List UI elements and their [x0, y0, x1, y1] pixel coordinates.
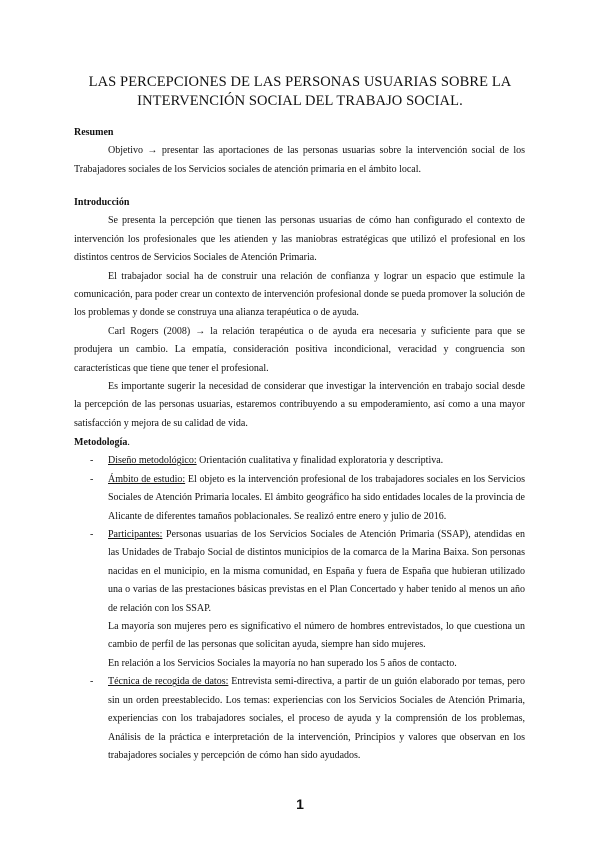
- list-dash: -: [90, 473, 94, 485]
- introduccion-heading: Introducción: [74, 197, 130, 208]
- item-label-diseno: Diseño metodológico:: [108, 455, 197, 467]
- list-dash: -: [90, 455, 94, 467]
- item-label-ambito: Ámbito de estudio:: [108, 473, 186, 485]
- metodologia-list: [74, 452, 525, 618]
- metodologia-section: [74, 434, 525, 765]
- introduccion-paragraph-3: Carl Rogers (2008) → la relación terapéutica o de ayuda era necesaria y suficiente para que se produjera un cambio. La empatía, consideración positiva incondicional, veracidad y congruencia son características que tiene que tener el profesional.: [74, 325, 525, 374]
- resumen-section: [74, 124, 525, 179]
- item-label-tecnica: Técnica de recogida de datos:: [108, 676, 229, 688]
- item-text-tecnica: Entrevista semi-directiva, a partir de un guión elaborado por temas, pero sin un orden preestablecido. Los temas: experiencias con los Servicios Sociales de Atención Primaria, experiencias con los trabajadores sociales, el proceso de ayuda y la comprensión de los problemas, Análisis de la práctica e interpretación de la intervención, Principios y valores que observan en los trabajadores sociales y percepción de cómo han sido ayudados.: [108, 676, 526, 761]
- resumen-heading: Resumen: [74, 127, 114, 138]
- introduccion-paragraph-2: El trabajador social ha de construir una relación de confianza y lograr un espacio que estimule la comunicación, para poder crear un contexto de intervención profesional donde se pueda promover la solución de los problemas y donde se construya una alianza terapéutica o de ayuda.: [74, 270, 525, 319]
- list-dash: -: [90, 676, 94, 688]
- metodologia-list-continued: [74, 673, 525, 765]
- metodologia-heading-row: [74, 434, 525, 452]
- introduccion-paragraph-4: Es importante sugerir la necesidad de considerar que investigar la intervención en trabajo social desde la percepción de las personas usuarias, estaremos contribuyendo a su empoderamiento, así como a una mayor satisfacción y mejora de su calidad de vida.: [74, 381, 525, 429]
- introduccion-paragraph-1: Se presenta la percepción que tienen las personas usuarias de cómo han configurado el contexto de intervención los profesionales que les atienden y las maniobras estratégicas que utilizó el profesional en los distintos centros de Servicios Sociales de Atención Primaria.: [74, 215, 525, 264]
- metodologia-heading-suffix: .: [127, 437, 130, 448]
- list-item-ambito: [74, 471, 525, 526]
- list-dash: -: [90, 529, 94, 541]
- item-text-diseno: Orientación cualitativa y finalidad exploratoria y descriptiva.: [196, 455, 444, 467]
- title-line-2: INTERVENCIÓN SOCIAL DEL TRABAJO SOCIAL.: [137, 93, 463, 109]
- resumen-paragraph: Objetivo → presentar las aportaciones de las personas usuarias sobre la intervención social de los Trabajadores sociales de los Servicios sociales de atención primaria en el ámbito local.: [74, 145, 525, 175]
- list-item-diseno: [74, 452, 525, 470]
- item-text-participantes: Personas usuarias de los Servicios Sociales de Atención Primaria (SSAP), atendidas en las Unidades de Trabajo Social de distintos municipios de la comarca de la Marina Baixa. Son personas nacidas en el municipio, en la misma comunidad, en España y fuera de España que hubieran utilizado una o varias de las prestaciones básicas previstas en el Plan Concertado y haber tenido al menos un año de relación con los SSAP.: [108, 529, 525, 614]
- list-item-participantes: [74, 526, 525, 618]
- introduccion-section: [74, 194, 525, 433]
- participantes-note-2: En relación a los Servicios Sociales la mayoría no han superado los 5 años de contacto.: [108, 657, 457, 669]
- document-title: [60, 73, 540, 111]
- participantes-note-1: La mayoría son mujeres pero es significativo el número de hombres entrevistados, lo que cuestiona un cambio de perfil de las personas que solicitan ayuda, siempre han sido mujeres.: [108, 621, 525, 651]
- item-text-ambito: El objeto es la intervención profesional de los trabajadores sociales en los Servicios Sociales de Atención Primaria locales. El ámbito geográfico ha sido entidades locales de la provincia de Alicante de diferentes tamaños poblacionales. Se realizó entre enero y julio de 2016.: [108, 473, 525, 522]
- page-number: 1: [296, 796, 304, 812]
- metodologia-heading: Metodología: [74, 437, 128, 448]
- title-line-1: LAS PERCEPCIONES DE LAS PERSONAS USUARIAS SOBRE LA: [88, 74, 512, 90]
- list-item-tecnica: [74, 673, 525, 765]
- item-label-participantes: Participantes:: [108, 529, 163, 541]
